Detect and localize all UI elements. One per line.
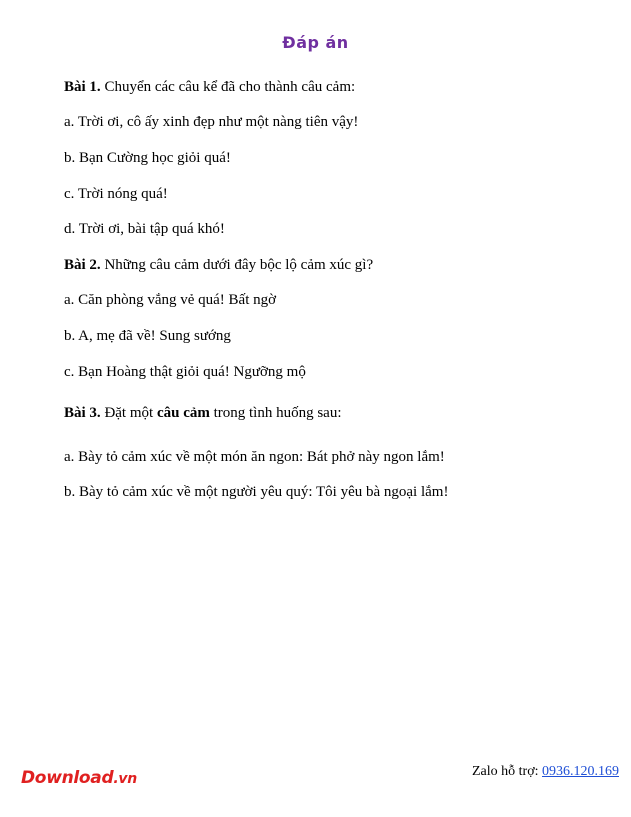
bai3-text-after: trong tình huống sau:: [209, 405, 342, 421]
bai3-text-before: Đặt một: [100, 405, 157, 421]
bai2-text: Những câu cảm dưới đây bộc lộ cảm xúc gì?: [100, 257, 374, 273]
zalo-support: [472, 764, 619, 780]
bai3-item-a: a. Bày tỏ cảm xúc về một món ăn ngon: Bát phở này ngon lắm!: [64, 449, 445, 465]
bai2-heading: [64, 256, 373, 274]
bai1-heading: [64, 78, 355, 96]
bai3-bold-term: câu cảm: [156, 405, 210, 421]
logo-main-text: Download: [21, 768, 114, 788]
bai3-item-b: b. Bày tỏ cảm xúc về một người yêu quý: Tôi yêu bà ngoại lắm!: [64, 484, 449, 500]
bai1-label: Bài 1.: [64, 79, 101, 95]
bai2-label: Bài 2.: [64, 257, 101, 273]
bai1-item-c: c. Trời nóng quá!: [64, 186, 168, 202]
bai3-label: Bài 3.: [64, 405, 101, 421]
zalo-phone-link[interactable]: 0936.120.169: [542, 764, 619, 779]
bai1-text: Chuyển các câu kể đã cho thành câu cảm:: [100, 79, 356, 95]
bai3-heading: [64, 404, 342, 422]
zalo-label: Zalo hỗ trợ:: [472, 764, 542, 779]
bai2-item-b: b. A, mẹ đã về! Sung sướng: [64, 328, 231, 344]
download-logo[interactable]: [21, 768, 137, 788]
bai2-item-a: a. Căn phòng vắng vẻ quá! Bất ngờ: [64, 292, 277, 308]
bai1-item-b: b. Bạn Cường học giỏi quá!: [64, 150, 231, 166]
bai1-item-d: d. Trời ơi, bài tập quá khó!: [64, 221, 225, 237]
logo-suffix-text: .vn: [113, 771, 137, 787]
bai2-item-c: c. Bạn Hoàng thật giỏi quá! Ngưỡng mộ: [64, 364, 306, 380]
page-title: Đáp án: [282, 33, 349, 52]
bai1-item-a: a. Trời ơi, cô ấy xinh đẹp như một nàng tiên vậy!: [64, 114, 359, 130]
